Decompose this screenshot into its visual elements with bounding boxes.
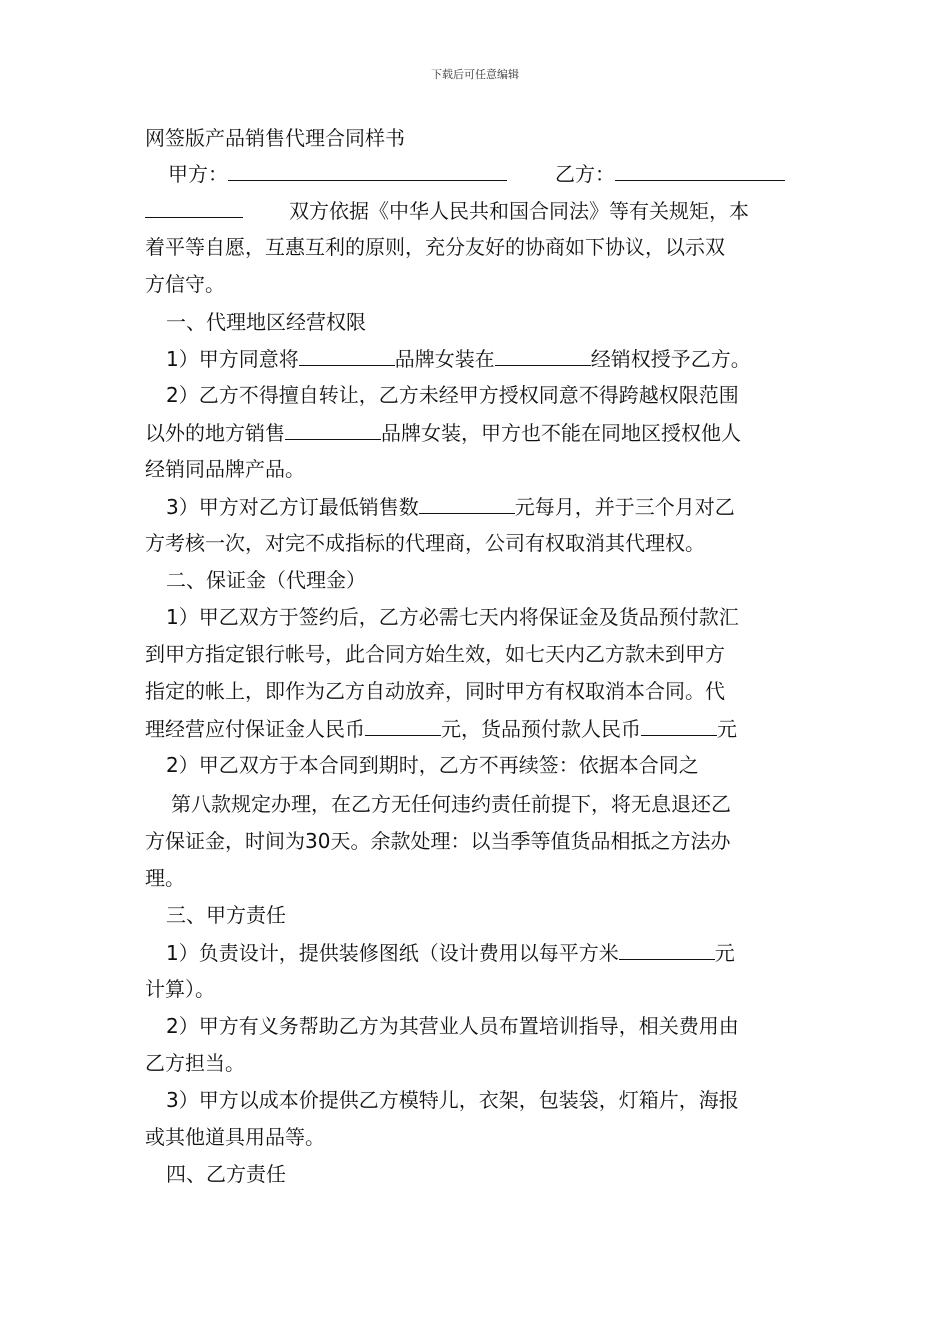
clause-text: 1）甲方同意将 bbox=[166, 347, 299, 371]
clause-line: 2）甲乙双方于本合同到期时，乙方不再续签：依据本合同之 bbox=[166, 753, 699, 777]
clause-line bbox=[166, 345, 751, 371]
clause-text: 元 bbox=[717, 717, 737, 741]
clause-text: 3）甲方对乙方订最低销售数 bbox=[166, 495, 419, 519]
party-b-blank-cont bbox=[145, 197, 243, 218]
preamble-text: 双方依据《中华人民共和国合同法》等有关规矩，本 bbox=[289, 199, 749, 223]
fill-blank bbox=[619, 939, 715, 960]
fill-blank bbox=[495, 345, 591, 366]
clause-line: 1）甲乙双方于签约后，乙方必需七天内将保证金及货品预付款汇 bbox=[166, 605, 739, 629]
fill-blank bbox=[641, 715, 717, 736]
party-b-blank bbox=[615, 160, 785, 181]
clause-line: 或其他道具用品等。 bbox=[145, 1125, 325, 1149]
clause-text: 经销权授予乙方。 bbox=[590, 347, 751, 371]
clause-text: 理经营应付保证金人民币 bbox=[145, 717, 365, 741]
preamble-line: 着平等自愿，互惠互利的原则，充分友好的协商如下协议，以示双 bbox=[145, 235, 725, 259]
parties-line bbox=[168, 160, 785, 186]
fill-blank bbox=[285, 419, 381, 440]
clause-line: 3）甲方以成本价提供乙方模特儿，衣架，包装袋，灯箱片，海报 bbox=[166, 1088, 739, 1112]
clause-line: 计算）。 bbox=[145, 977, 215, 1001]
clause-text: 元，货品预付款人民币 bbox=[441, 717, 641, 741]
clause-text: 元每月，并于三个月对乙 bbox=[514, 495, 735, 519]
clause-line: 理。 bbox=[145, 866, 185, 890]
clause-line: 第八款规定办理，在乙方无任何违约责任前提下，将无息退还乙 bbox=[171, 792, 731, 816]
fill-blank bbox=[365, 715, 441, 736]
preamble-line: 方信守。 bbox=[145, 272, 225, 296]
party-a-blank bbox=[228, 160, 507, 181]
section-heading: 一、代理地区经营权限 bbox=[166, 310, 366, 334]
clause-text: 品牌女装在 bbox=[394, 347, 495, 371]
party-b-label: 乙方： bbox=[555, 162, 615, 186]
section-heading: 四、乙方责任 bbox=[166, 1162, 286, 1186]
clause-line bbox=[145, 715, 737, 741]
clause-line: 2）乙方不得擅自转让，乙方未经甲方授权同意不得跨越权限范围 bbox=[166, 383, 739, 407]
clause-line: 2）甲方有义务帮助乙方为其营业人员布置培训指导，相关费用由 bbox=[166, 1014, 739, 1038]
clause-text: 1）负责设计，提供装修图纸（设计费用以每平方米 bbox=[166, 941, 619, 965]
party-a-label: 甲方： bbox=[168, 162, 228, 186]
clause-line bbox=[166, 939, 735, 965]
header-note: 下载后可任意编辑 bbox=[431, 68, 519, 81]
preamble-line bbox=[145, 197, 749, 223]
clause-line: 方考核一次，对完不成指标的代理商，公司有权取消其代理权。 bbox=[145, 531, 705, 555]
clause-line: 方保证金，时间为30天。余款处理：以当季等值货品相抵之方法办 bbox=[145, 829, 731, 853]
fill-blank bbox=[299, 345, 395, 366]
clause-text: 品牌女装，甲方也不能在同地区授权他人 bbox=[381, 421, 741, 445]
section-heading: 二、保证金（代理金） bbox=[166, 568, 366, 592]
clause-line: 乙方担当。 bbox=[145, 1051, 245, 1075]
fill-blank bbox=[419, 493, 515, 514]
clause-line bbox=[166, 493, 735, 519]
clause-line: 到甲方指定银行帐号，此合同方始生效，如七天内乙方款未到甲方 bbox=[145, 642, 725, 666]
section-heading: 三、甲方责任 bbox=[166, 903, 286, 927]
clause-line: 指定的帐上，即作为乙方自动放弃，同时甲方有权取消本合同。代 bbox=[145, 679, 725, 703]
clause-text: 元 bbox=[714, 941, 735, 965]
document-title: 网签版产品销售代理合同样书 bbox=[145, 126, 405, 150]
clause-text: 以外的地方销售 bbox=[145, 421, 285, 445]
clause-line bbox=[145, 419, 741, 445]
clause-line: 经销同品牌产品。 bbox=[145, 457, 305, 481]
